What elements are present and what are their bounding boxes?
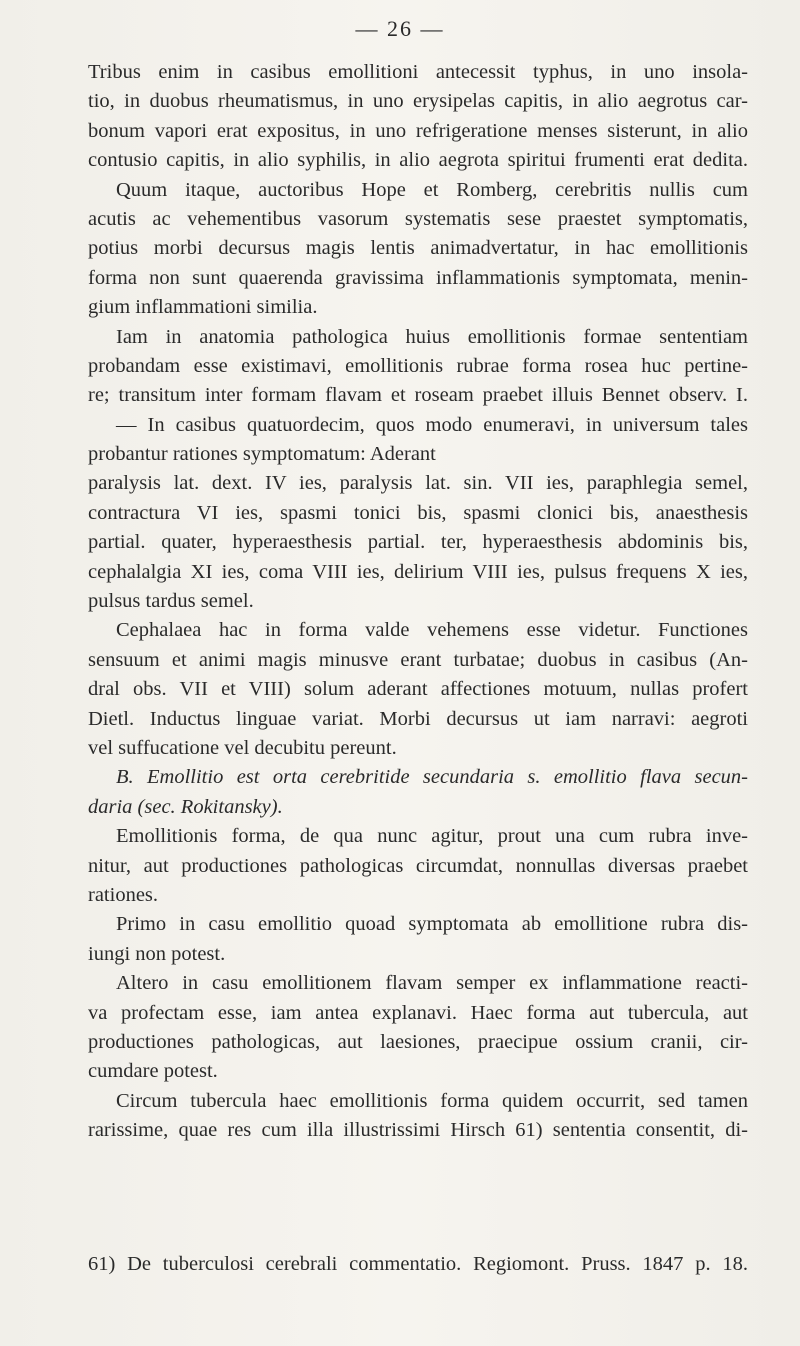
text-line: Cephalaea hac in forma valde vehemens esse videtur. Functiones [116, 619, 748, 642]
text-line: Dietl. Inductus linguae variat. Morbi decursus ut iam narravi: aegroti [88, 707, 748, 730]
section-heading: daria (sec. Rokitansky). [88, 795, 283, 818]
text-line: tio, in duobus rheumatismus, in uno erysipelas capitis, in alio aegrotus car- [88, 90, 748, 113]
text-line: pulsus tardus semel. [88, 590, 254, 613]
text-line: cephalalgia XI ies, coma VIII ies, delirium VIII ies, pulsus frequens X ies, [88, 560, 748, 583]
text-line: acutis ac vehementibus vasorum systematis sese praestet symptomatis, [88, 207, 748, 230]
text-line: Circum tubercula haec emollitionis forma quidem occurrit, sed tamen [116, 1089, 748, 1112]
section-heading: B. Emollitio est orta cerebritide secundaria s. emollitio flava secun- [116, 766, 748, 789]
text-line: dral obs. VII et VIII) solum aderant affectiones motuum, nullas profert [88, 678, 748, 701]
text-line: bonum vapori erat expositus, in uno refrigeratione menses sisterunt, in alio [88, 119, 748, 142]
text-line: Emollitionis forma, de qua nunc agitur, prout una cum rubra inve- [116, 825, 748, 848]
page-number: — 26 — [355, 16, 445, 41]
text-line: vel suffucatione vel decubitu pereunt. [88, 736, 397, 759]
text-line: sensuum et animi magis minusve erant turbatae; duobus in casibus (An- [88, 648, 748, 671]
text-line: productiones pathologicas, aut laesiones, praecipue ossium cranii, cir- [88, 1030, 748, 1053]
text-line: Altero in casu emollitionem flavam semper ex inflammatione reacti- [116, 972, 748, 995]
text-line: contusio capitis, in alio syphilis, in alio aegrota spiritui frumenti erat dedita. [88, 149, 748, 172]
text-line: cumdare potest. [88, 1060, 218, 1083]
text-line: paralysis lat. dext. IV ies, paralysis lat. sin. VII ies, paraphlegia semel, [88, 472, 748, 495]
text-line: nitur, aut productiones pathologicas circumdat, nonnullas diversas praebet [88, 854, 748, 877]
text-line: Tribus enim in casibus emollitioni antecessit typhus, in uno insola- [88, 61, 748, 83]
text-line: Primo in casu emollitio quoad symptomata ab emollitione rubra dis- [116, 913, 748, 936]
text-line: — In casibus quatuordecim, quos modo enumeravi, in universum tales [116, 413, 748, 436]
text-line: rarissime, quae res cum illa illustrissimi Hirsch 61) sententia consentit, di- [88, 1119, 748, 1142]
text-line: Iam in anatomia pathologica huius emollitionis formae sententiam [116, 325, 748, 348]
text-line: forma non sunt quaerenda gravissima inflammationis symptomata, menin- [88, 266, 748, 289]
text-line: Quum itaque, auctoribus Hope et Romberg, cerebritis nullis cum [116, 178, 748, 201]
text-line: probantur rationes symptomatum: Aderant [88, 443, 436, 466]
text-line: gium inflammationi similia. [88, 296, 318, 319]
text-line: rationes. [88, 883, 159, 906]
text-line: contractura VI ies, spasmi tonici bis, spasmi clonici bis, anaesthesis [88, 501, 748, 524]
text-line: potius morbi decursus magis lentis animadvertatur, in hac emollitionis [88, 237, 748, 260]
text-line: va profectam esse, iam antea explanavi. Haec forma aut tubercula, aut [88, 1001, 748, 1024]
text-line: iungi non potest. [88, 942, 226, 965]
text-line: re; transitum inter formam flavam et roseam praebet illuis Bennet observ. I. [88, 384, 748, 407]
body-text [88, 58, 748, 1145]
text-line: partial. quater, hyperaesthesis partial. ter, hyperaesthesis abdominis bis, [88, 531, 748, 554]
footnote: 61) De tuberculosi cerebrali commentatio. Regiomont. Pruss. 1847 p. 18. [88, 1253, 748, 1275]
text-line: probandam esse existimavi, emollitionis rubrae forma rosea huc pertine- [88, 354, 748, 377]
